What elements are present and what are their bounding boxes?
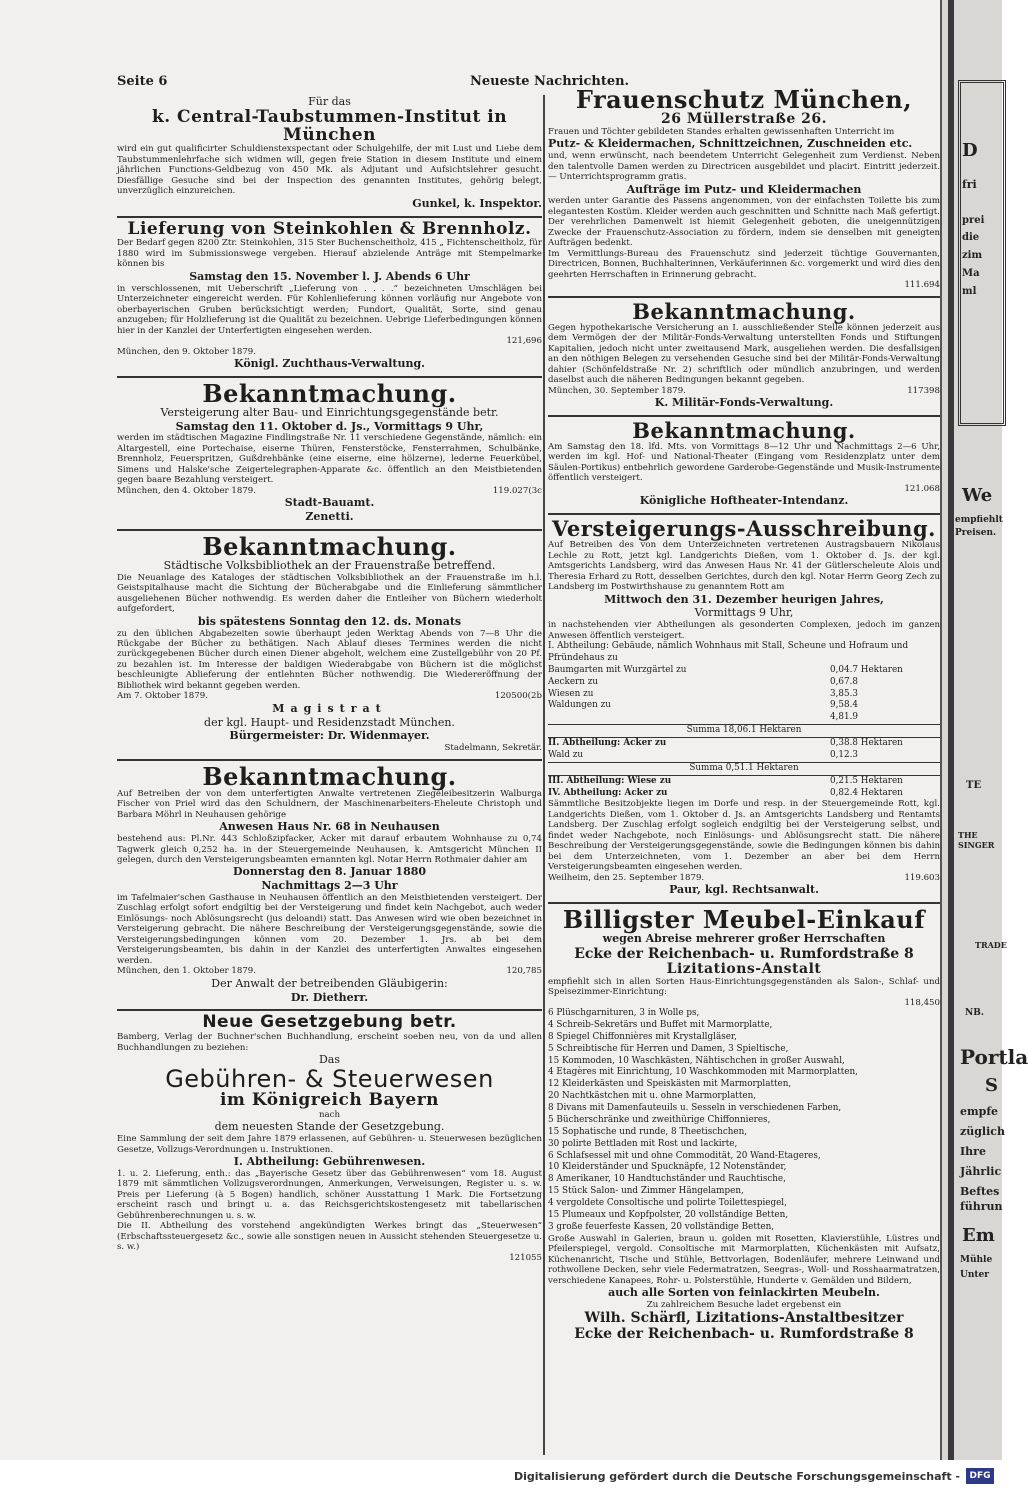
ad-versteigerung [548, 515, 940, 904]
ad-title: Bekanntmachung. [202, 531, 457, 561]
list-item: 15 Sophatische und runde, 8 Theetischchen, [548, 1126, 748, 1137]
edge-fragment: S [985, 1075, 998, 1096]
ad-title: Frauenschutz München, [575, 85, 913, 114]
ad-subtitle: wegen Abreise mehrerer großer Herrschaften [602, 932, 886, 946]
edge-fragment: Jährlic [960, 1165, 1002, 1178]
abt1-title: I. Abtheilung: Gebäude, nämlich Wohnhaus mit Stall, Scheune und Hofraum und Pfründehaus zu [548, 641, 909, 663]
edge-fragment: Mühle [960, 1255, 993, 1265]
list-item: 5 Bücherschränke und zweithürige Chiffonnieres, [548, 1114, 771, 1125]
ad-ref: 121.068 [904, 483, 940, 494]
ad-title: k. Central-Taubstummen-Institut in München [151, 106, 508, 145]
edge-fragment: zim [962, 250, 983, 261]
ad-ref: 119.027(3c [492, 485, 542, 496]
edge-fragment: ml [962, 286, 977, 297]
ad-ref: 119.603 [904, 872, 940, 883]
edge-fragment: prei [962, 215, 985, 226]
edge-fragment: Preisen. [955, 528, 997, 538]
ad-subjects: Putz- & Kleidermachen, Schnittzeichnen, Zuschneiden etc. [548, 137, 913, 151]
list-item: 30 polirte Bettladen mit Rost und lackirte, [548, 1138, 738, 1149]
edge-fragment: TE [966, 780, 982, 791]
ad-title: Bekanntmachung. [202, 378, 457, 408]
ad-body: Im Vermittlungs-Bureau des Frauenschutz sind jederzeit tüchtige Gouvernanten, Directricen, Bonnen, Buchhalterinnen, Verkäuferinnen &c. vorgemerkt und wird dies den geehrten Herrschaften in Erinnerung gebracht. [548, 248, 940, 280]
ad-body: bestehend aus: Pl.Nr. 443 Schloßzipfacker, Acker mit darauf erbautem Wohnhause zu 0,74 Tagwerk gleich 0,252 ha. in der Steuergemeinde Neuhausen, k. Amtsgericht München II gelegen, durch den Versteigerungsbeamten ernannten kgl. Notar Herrn Rothmaier dahier am [117, 834, 542, 865]
ad-deadline: Samstag den 15. November l. J. Abends 6 Uhr [189, 269, 470, 283]
list-item: 4 Etagères mit Einrichtung, 10 Waschkommoden mit Marmorplatten, [548, 1067, 858, 1078]
ad-body: Auf Betreiben des von dem Unterzeichneten vertretenen Austragsbauern Nikolaus Lechle zu Rott, jetzt kgl. Landgerichts Dießen, vom 1. Oktober d. Js. der kgl. Amtsgerichts Landsberg, wird das Anwesen Haus Nr. 41 der Gütlerscheleute Alois und Theresia Erhard zu Rott, desselben Gerichtes, durch den kgl. Notar Herrn Georg Zech zu Landsberg im Postwirthshause zu genanntem Rott am [548, 540, 940, 593]
ad-address: 26 Müllerstraße 26. [660, 111, 828, 128]
ad-hoftheater [548, 417, 940, 515]
ad-title: Bekanntmachung. [632, 298, 856, 324]
ad-bekanntmachung-bibliothek [117, 531, 542, 761]
ad-frauenschutz [548, 84, 940, 298]
ad-meubel [548, 904, 940, 1342]
ad-body: Frauen und Töchter gebildeten Standes erhalten gewissenhaften Unterricht im [548, 126, 895, 137]
furniture-list [548, 1008, 940, 1234]
list-item: 5 Schreibtische für Herren und Damen, 3 Spieltische, [548, 1043, 789, 1054]
list-item: 15 Stück Salon- und Zimmer Hängelampen, [548, 1186, 744, 1197]
edge-fragment: die [962, 232, 980, 243]
ad-date: München, den 9. Oktober 1879. [117, 346, 256, 357]
ad-gesetzgebung [117, 1011, 542, 1263]
ad-abteilung: I. Abtheilung: Gebührenwesen. [233, 1155, 426, 1169]
ad-body: werden unter Garantie des Passens angenommen, von der einfachsten Toilette bis zum elegantesten Kostüm. Kleider werden auch geschnitten und Schnitte nach Maß gefertigt. Der verehrlichen Damenwelt ist hiemit Gelegenheit geboten, die uneigennützigen Zwecke der Frauenschutz-Association zu fördern, indem sie denselben mit geneigten Aufträgen bedenkt. [548, 196, 940, 249]
ad-body: im Tafelmaier'schen Gasthause in Neuhausen öffentlich an den Meistbietenden versteigert. Der Zuschlag erfolgt sofort endgiltig bei der Versteigerung und findet kein Nachgebot, auch weder Einlösungs- noch Ablösungsrecht (jus deloandi) statt. Das Anwesen wird wie oben bezeichnet in Versteigerung gebracht. Die nähere Beschreibung der Versteigerungsgegenstände, sowie die Versteigerungsbedingungen können vom 20. Dezember 1. Jrs. ab bei dem Versteigerungsbeamten, bis dahin in der Kanzlei des unterfertigten Anwaltes eingesehen werden. [117, 892, 542, 966]
ad-corner: Ecke der Reichenbach- u. Rumfordstraße 8 [574, 945, 914, 962]
edge-fragment: NB. [965, 1008, 984, 1018]
ad-nach: nach [318, 1109, 340, 1120]
list-item: 20 Nachtkästchen mit u. ohne Marmorplatten, [548, 1091, 757, 1102]
ad-stand: dem neuesten Stande der Gesetzgebung. [214, 1120, 445, 1134]
left-column [117, 92, 542, 1263]
ad-secretary: Stadelmann, Sekretär. [444, 743, 542, 754]
ad-bekanntmachung-anwesen [117, 761, 542, 1012]
ad-body: und, wenn erwünscht, nach beendetem Unterricht Gelegenheit zum Verdienst. Neben den talentvolle Damen werden zu Directricen ausgebildet und placirt. Eintritt jederzeit. — Unterrichtsprogramm gratis. [548, 151, 940, 183]
ad-body: Sämmtliche Besitzobjekte liegen im Dorfe und resp. in der Steuergemeinde Rott, kgl. Landgerichts Dießen, vom 1. Oktober d. Js. an Amtsgerichts Landsberg und Rentamts Landsberg. Der Zuschlag erfolgt sogleich endgiltig bei der Versteigerung selbst, und findet weder Nachgebote, noch Einlösungs- und Ablösungsrecht statt. Die nähere Beschreibung der Versteigerungsgegenstände, sowie die Bedingungen können bis dahin bei dem Unterzeichneten, vom 1. Dezember an aber bei dem Herrn Versteigerungsbeamten eingesehen werden. [548, 799, 940, 873]
ad-subtitle: Versteigerung alter Bau- und Einrichtungsgegenstände betr. [160, 405, 499, 419]
ad-ref: 118,450 [904, 997, 940, 1008]
table-row: III. Abtheilung: Wiese zu 0,21.5 Hektaren [548, 775, 903, 786]
list-item: 8 Divans mit Damenfauteuils u. Sesseln in verschiedenen Farben, [548, 1103, 842, 1114]
ad-time-line: Vormittags 9 Uhr, [694, 606, 794, 620]
ad-date: München, den 4. Oktober 1879. [117, 485, 256, 496]
edge-fragment: Ma [962, 268, 980, 279]
parcel-table [548, 641, 940, 799]
edge-fragment: Portla [960, 1045, 1028, 1069]
ad-body: Die Neuanlage des Kataloges der städtischen Volksbibliothek an der Frauenstraße im h.l. Geistspitalhause macht die Sichtung der Bücherabgabe und die Einlieferung sämmtlicher ausgeliehenen Bücher nothwendig. Es werden daher die Entleiher von Büchern wiederholt aufgefordert, [117, 572, 542, 615]
table-row: Wiesen zu 3,85.3 [548, 688, 858, 699]
ad-body: Gegen hypothekarische Versicherung an I. ausschließender Stelle können jederzeit aus dem Vermögen der der Militär-Fonds-Verwaltung unterstellten Fonds und Stiftungen Kapitalien, jedoch nicht unter zweitausend Mark, ausgeliehen werden. Die desfallsigen an den nöthigen Belegen zu versehenden Gesuche sind bei der Militär-Fonds-Verwaltung dahier (Schönfeldstraße Nr. 2) schriftlich oder mündlich anzubringen, und werden daselbst auch die näheren Bedingungen bekannt gegeben. [548, 322, 940, 386]
table-row: Wald zu 0,12.3 [548, 749, 858, 760]
ad-signature: Dr. Dietherr. [290, 990, 369, 1004]
ad-time-line: Nachmittags 2—3 Uhr [261, 879, 398, 893]
ad-signature: Gunkel, k. Inspektor. [412, 196, 542, 210]
ad-signature: K. Militär-Fonds-Verwaltung. [654, 396, 834, 410]
table-sum: Summa 18,06.1 Hektaren [548, 724, 940, 738]
ad-bekanntmachung-bauamt [117, 378, 542, 531]
ad-ref: 121055 [509, 1252, 542, 1263]
ad-ref: 120,785 [506, 966, 542, 977]
ad-signature: Königl. Zuchthaus-Verwaltung. [234, 357, 425, 371]
edge-fragment: führun [960, 1200, 1003, 1213]
edge-fragment: Ihre [960, 1145, 986, 1158]
footer-bar [0, 1460, 1000, 1492]
ad-office: Magistrat [272, 701, 387, 715]
table-row: IV. Abtheilung: Acker zu 0,82.4 Hektaren [548, 787, 903, 798]
ad-body-highlight: auch alle Sorten von feinlackirten Meubeln. [608, 1286, 880, 1300]
column-rule [543, 95, 545, 1455]
ad-taubstummen [117, 92, 542, 218]
ad-date-line: Donnerstag den 8. Januar 1880 [232, 865, 427, 879]
ad-anstalt: Lizitations-Anstalt [666, 960, 822, 977]
ad-date: München, 30. September 1879. [548, 385, 686, 396]
book-title-2: im Königreich Bayern [219, 1090, 440, 1111]
ad-body: Große Auswahl in Galerien, braun u. golden mit Rosetten, Klavierstühle, Lüstres und Pfeilerspiegel, vergold. Consoltische mit Marmorplatten, Küchenkästen mit Aufsatz, Küchenanricht, Tische und Stühle, Bettvorlagen, Bodenläufer, mehrere Leinwand und rothwollene Decken, sehr viele Federmatratzen, Seegras-, Woll- und Rosshaarmatratzen, verschiedene Kanapees, Rohr- u. Polsterstühle, Hunderte v. Gemälden und Bildern, [548, 1233, 940, 1286]
table-row: Waldungen zu 9,58.4 [548, 700, 858, 711]
ad-body: empfiehlt sich in allen Sorten Haus-Einrichtungsgegenständen als Salon-, Schlaf- und Speisezimmer-Einrichtung: [548, 976, 940, 998]
page-number: Seite 6 [117, 74, 168, 89]
ad-title: Bekanntmachung. [632, 417, 856, 443]
edge-fragment: fri [962, 178, 977, 191]
ad-body: Die II. Abtheilung des vorstehend angekündigten Werkes bringt das „Steuerwesen“ (Erbschaftssteuergesetz &c., sowie alle sonstigen neuen in Aussicht stehenden Steuergesetze u. s. w.) [117, 1221, 542, 1253]
edge-fragment: THE SINGER [958, 830, 995, 850]
table-row: Aeckern zu 0,67.8 [548, 676, 858, 687]
table-row: II. Abtheilung: Acker zu 0,38.8 Hektaren [548, 738, 903, 749]
ad-date: Am 7. Oktober 1879. [117, 691, 208, 702]
table-sum: Summa 0,51.1 Hektaren [548, 762, 940, 776]
ad-signature: Bürgermeister: Dr. Widenmayer. [229, 729, 430, 743]
ad-signature: Königliche Hoftheater-Intendanz. [639, 494, 849, 508]
ad-militaer-fonds [548, 298, 940, 417]
ad-corner: Ecke der Reichenbach- u. Rumfordstraße 8 [574, 1326, 914, 1343]
ad-signature: Zenetti. [305, 510, 354, 524]
ad-object: Anwesen Haus Nr. 68 in Neuhausen [219, 820, 440, 834]
edge-fragment: empfe [960, 1105, 999, 1118]
ad-auftraege: Aufträge im Putz- und Kleidermachen [626, 182, 862, 196]
ad-title: Neue Gesetzgebung betr. [202, 1012, 457, 1033]
book-title: Gebühren- & Steuerwesen [165, 1064, 494, 1093]
ad-body: in verschlossenen, mit Ueberschrift „Lieferung von . . . .“ bezeichneten Umschlägen bei Unterzeichneter eingereicht werden. Für Kohlenlieferung können vorläufig nur Angebote von oberbayerischen Gruben berücksichtigt werden; Fundort, Qualität, Sorte, sind genau anzugeben; für Holzlieferung ist die Qualität zu bezeichnen. Uebrige Lieferbedingungen können hier in der Kanzlei der Unterfertigten eingesehen werden. [117, 283, 542, 336]
edge-fragment: Unter [960, 1270, 990, 1280]
ad-das: Das [318, 1053, 341, 1067]
ad-body: werden im städtischen Magazine Findlingstraße Nr. 11 verschiedene Gegenstände, nämlich: ein Altargestell, eine Portechaise, eiserne Thüren, Fensterstöcke, Fensterrahmen, Schulbänke, Brennholz, Feuerspritzen, Gußdrehbänke (eine eiserne, eine hölzerne), lederne Feuerkübel, Simens und Halske'sche Zeigertelegraphen-Apparate &c. öffentlich an den Meistbietenden gegen baare Bezahlung versteigert. [117, 433, 542, 486]
edge-fragment: Em [962, 1225, 995, 1246]
ad-body: in nachstehenden vier Abtheilungen als gesonderten Complexen, jedoch im ganzen Anwesen öffentlich versteigert. [548, 620, 940, 641]
ad-signature: Paur, kgl. Rechtsanwalt. [669, 883, 819, 897]
edge-fragment: We [962, 485, 993, 506]
list-item: 3 große feuerfeste Kassen, 20 vollständige Betten, [548, 1221, 775, 1232]
list-item: 12 Kleiderkästen und Speiskästen mit Marmorplatten, [548, 1079, 792, 1090]
ad-date-line: Samstag den 11. Oktober d. Js., Vormittags 9 Uhr, [175, 419, 484, 433]
ad-ref: 121,696 [506, 336, 542, 347]
ad-body: Bamberg, Verlag der Buchner'schen Buchhandlung, erscheint soeben neu, von da und allen Buchhandlungen zu beziehen: [117, 1032, 542, 1053]
ad-body: Auf Betreiben der von dem unterfertigten Anwalte vertretenen Ziegeleibesitzerin Walburga Fischer von Priel wird das den Schuldnern, der Maschinenarbeiters-Eheleute Christoph und Barbara Möhrl in Neuhausen gehörige [117, 788, 542, 820]
ad-body: Zu zahlreichem Besuche ladet ergebenst ein [646, 1299, 842, 1310]
list-item: 6 Plüschgarnituren, 3 in Wolle ps, [548, 1008, 700, 1019]
edge-fragment: D [962, 140, 978, 161]
ad-office2: der kgl. Haupt- und Residenzstadt München. [204, 715, 455, 729]
list-item: 6 Schlafsessel mit und ohne Commodität, 20 Wand-Etageres, [548, 1150, 821, 1161]
list-item: 8 Amerikaner, 10 Handtuchständer und Rauchtische, [548, 1174, 786, 1185]
ad-subtitle: Städtische Volksbibliothek an der Frauenstraße betreffend. [163, 559, 496, 573]
ad-intro: Für das [308, 95, 351, 108]
ad-office: Der Anwalt der betreibenden Gläubigerin: [211, 976, 448, 990]
ad-ref: 117398 [907, 385, 940, 396]
ad-title: Billigster Meubel-Einkauf [562, 905, 926, 935]
ad-body: wird ein gut qualificirter Schuldienstexspectant oder Schulgehilfe, der mit Lust und Liebe dem Taubstummenlehrfache sich widmen will, gegen freie Station in diesem Institute und einem jährlichen Functions-Geldbezug von 450 Mk. als Adjutant und Aufsichtslehrer gesucht. Diesfällige Gesuche sind bei der Inspection des genannten Institutes, gehörig belegt, unverzüglich einzureichen. [117, 144, 542, 197]
book-spine [948, 0, 954, 1460]
newspaper-title: Neueste Nachrichten. [470, 74, 630, 89]
ad-date: Weilheim, den 25. September 1879. [548, 872, 705, 883]
ad-title: Bekanntmachung. [202, 761, 457, 791]
edge-fragment: TRADE [975, 940, 1007, 950]
ad-office: Stadt-Bauamt. [284, 496, 375, 510]
footer-text: Digitalisierung gefördert durch die Deutsche Forschungsgemeinschaft - [513, 1470, 960, 1483]
ad-ref: 111.694 [904, 280, 940, 291]
list-item: 15 Plumeaux und Kopfpolster, 20 vollständige Betten, [548, 1209, 789, 1220]
edge-fragment: züglich [960, 1125, 1005, 1138]
list-item: 15 Kommoden, 10 Waschkästen, Nähtischchen in großer Auswahl, [548, 1055, 845, 1066]
ad-title: Versteigerungs-Ausschreibung. [552, 516, 936, 542]
list-item: 10 Kleiderständer und Spucknäpfe, 12 Notenständer, [548, 1162, 787, 1173]
edge-fragment: empfiehlt [955, 515, 1003, 525]
right-column [548, 84, 940, 1342]
ad-date: München, den 1. Oktober 1879. [117, 966, 256, 977]
ad-body: 1. u. 2. Lieferung, enth.: das „Bayerische Gesetz über das Gebührenwesen“ vom 18. August 1879 mit sämmtlichen Vollzugsverordnungen, Anmerkungen, Verweisungen, Register u. s. w. Preis per Lieferung (à 5 Bogen) handlich, schöner Ausstattung 1 Mark. Die Fortsetzung erscheint rasch und bringt u. a. das Reichsgerichtskostengesetz mit tabellarischen Gebührenberechnungen u. s. w. [117, 1168, 542, 1221]
table-row: Baumgarten mit Wurzgärtel zu 0,04.7 Hektaren [548, 664, 903, 675]
dfg-logo: DFG [966, 1468, 994, 1484]
ad-title: Lieferung von Steinkohlen & Brennholz. [127, 218, 532, 239]
edge-fragment: Beftes [960, 1185, 1000, 1198]
ad-body: Der Bedarf gegen 8200 Ztr. Steinkohlen, 315 Ster Buchenscheitholz, 415 „ Fichtenscheitholz, für 1880 wird im Submissionswege vergeben. Hierauf abzielende Anträge mit Stempelmarke können bis [117, 238, 542, 270]
ad-deadline: bis spätestens Sonntag den 12. ds. Monats [197, 614, 462, 628]
ad-body: Eine Sammlung der seit dem Jahre 1879 erlassenen, auf Gebühren- u. Steuerwesen bezüglichen Gesetze, Vollzugs-Verordnungen u. Instruktionen. [117, 1134, 542, 1155]
ad-steinkohlen [117, 218, 542, 378]
ad-body: zu den üblichen Abgabezeiten sowie überhaupt jeden Werktag Abends von 7—8 Uhr die Rückgabe der Bücher zu bethätigen. Nach Ablauf dieses Termines werden die nicht zurückgegebenen Bücher durch einen Diener abgeholt, welchem eine Zustellgebühr von 20 Pf. zu bezahlen ist. Im Interesse der baldigen Wiederabgabe von Büchern ist die möglichst beschleunigte Ablieferung der entlehnten Bücher nothwendig. Die Wiedereröffnung der Bibliothek wird bekannt gegeben werden. [117, 628, 542, 691]
list-item: 4 Schreib-Sekretärs und Buffet mit Marmorplatte, [548, 1019, 773, 1030]
ad-date-line: Mittwoch den 31. Dezember heurigen Jahres, [604, 592, 884, 606]
ad-ref: 120500(2b [494, 691, 542, 702]
table-row: 4,81.9 [830, 712, 858, 723]
list-item: 4 vergoldete Consoltische und polirte Toilettespiegel, [548, 1198, 787, 1209]
ad-signature: Wilh. Schärfl, Lizitations-Anstaltbesitzer [584, 1310, 904, 1327]
list-item: 8 Spiegel Chiffonnières mit Krystallgläser, [548, 1031, 737, 1042]
ad-body: Am Samstag den 18. lfd. Mts. von Vormittags 8—12 Uhr und Nachmittags 2—6 Uhr, werden im kgl. Hof- und National-Theater (Eingang vom Residenzplatz unter dem Säulen-Portikus) entbehrlich gewordene Garderobe-Gegenstände und Musik-Instrumente öffentlich versteigert. [548, 441, 940, 484]
